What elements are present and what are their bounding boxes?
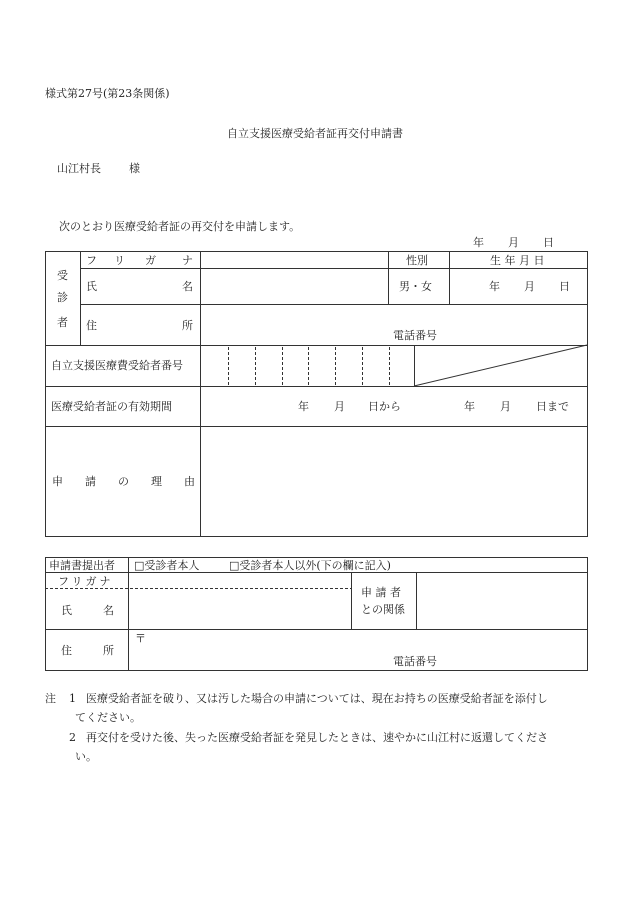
date-day-label: 日 (543, 236, 554, 249)
birth-day-label: 日 (559, 280, 570, 293)
notes-prefix: 注 (45, 692, 56, 705)
phone-label: 電話番号 (393, 329, 437, 342)
submitter-phone-label: 電話番号 (393, 655, 437, 668)
date-year-label: 年 (473, 236, 484, 249)
form-number: 様式第27号(第23条関係) (45, 87, 170, 100)
postal-mark: 〒 (135, 632, 146, 645)
sex-options[interactable]: 男・女 (399, 280, 432, 293)
submitter-furigana-input[interactable] (129, 573, 351, 588)
relation-input[interactable] (417, 573, 587, 629)
recipient-number-label: 自立支援医療費受給者番号 (51, 359, 183, 372)
submitter-address-input[interactable] (129, 630, 587, 670)
addressee: 山江村長 (57, 162, 101, 175)
name-input[interactable] (201, 269, 388, 304)
recipient-number-input[interactable] (201, 346, 414, 386)
date-month-label: 月 (508, 236, 519, 249)
honorific: 様 (129, 162, 140, 175)
submitter-label: 申請書提出者 (49, 559, 115, 572)
submitter-name-input[interactable] (129, 589, 351, 629)
reason-input[interactable] (201, 427, 587, 536)
option-other-checkbox[interactable]: □受診者本人以外(下の欄に記入) (229, 559, 391, 572)
birth-month-label: 月 (524, 280, 535, 293)
intro-text: 次のとおり医療受給者証の再交付を申請します。 (59, 220, 301, 233)
option-self-checkbox[interactable]: □受診者本人 (134, 559, 200, 572)
furigana-input[interactable] (201, 252, 388, 268)
birth-year-label: 年 (489, 280, 500, 293)
page-title: 自立支援医療受給者証再交付申請書 (227, 127, 403, 140)
birthdate-label: 生 年 月 日 (490, 254, 545, 267)
sex-label: 性別 (406, 254, 428, 267)
submitter-furigana-label: フリガナ (58, 575, 114, 588)
validity-label: 医療受給者証の有効期間 (51, 400, 172, 413)
